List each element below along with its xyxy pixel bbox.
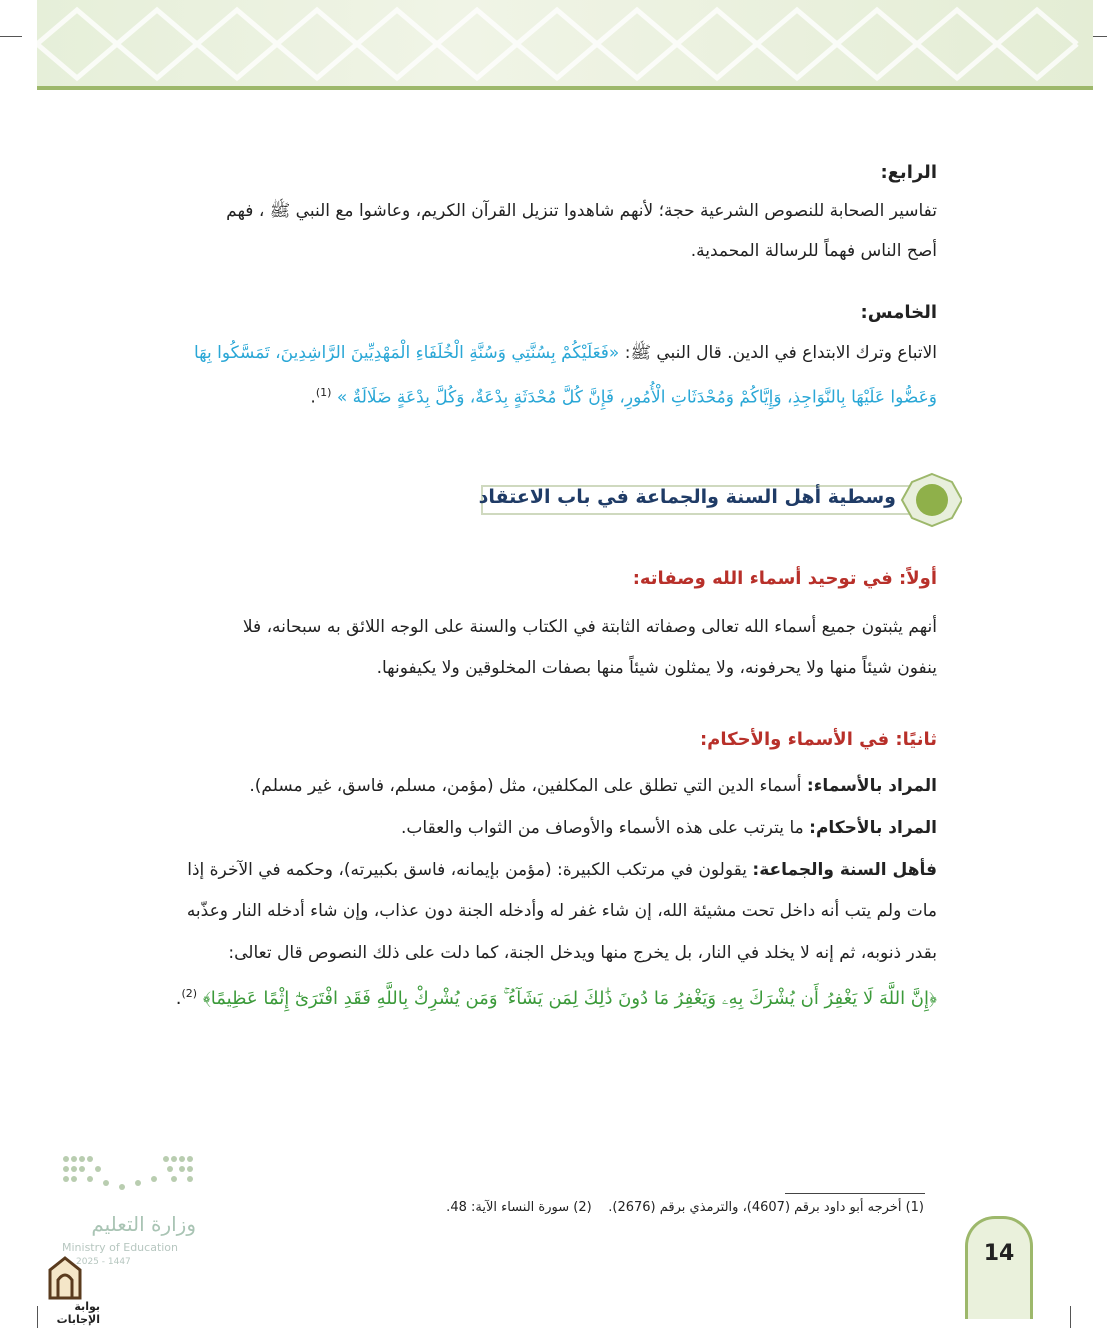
heading-rabi: الرابع: — [880, 162, 937, 183]
ministry-logo-dots — [62, 1155, 198, 1195]
crop-mark — [1070, 1306, 1071, 1328]
hadith-text: «فَعَلَيْكُمْ بِسُنَّتِي وَسُنَّةِ الْخُلَفَاءِ الْمَهْدِيِّينَ الرَّاشِدِينَ، تَمَسَّكُوا بِهَا — [194, 343, 620, 363]
hadith-intro: الاتباع وترك الابتداع في الدين. قال النبي ﷺ: — [619, 343, 937, 363]
paragraph-line — [137, 382, 937, 409]
portal-logo-icon — [44, 1256, 86, 1300]
heading-khamis-text: الخامس: — [860, 302, 937, 323]
paragraph-line — [137, 342, 937, 364]
period: . — [175, 988, 182, 1009]
term-text: ما يترتب على هذه الأسماء والأوصاف من الثواب والعقاب. — [400, 818, 810, 838]
term-text: يقولون في مرتكب الكبيرة: (مؤمن بإيمانه، فاسق بكبيرته)، وحكمه في الآخرة إذا — [187, 860, 753, 880]
term-label: فأهل السنة والجماعة: — [752, 860, 937, 880]
period: . — [310, 387, 316, 408]
section-bullet-icon — [916, 484, 948, 516]
footnotes — [384, 1200, 924, 1215]
footnote-2: (2) سورة النساء الآية: 48. — [446, 1200, 592, 1215]
ayah-line — [137, 983, 937, 1010]
pattern-decoration — [37, 0, 1093, 88]
hadith-text: وَعَضُّوا عَلَيْهَا بِالنَّوَاجِذِ، وَإِيَّاكُمْ وَمُحْدَثَاتِ الْأُمُورِ، فَإِنَّ كُلَّ مُحْدَثَةٍ بِدْعَةٌ، وَكُلَّ بِدْعَةٍ ضَلَالَةٌ » — [336, 387, 937, 408]
section-title-bar — [462, 472, 962, 528]
paragraph-line: تفاسير الصحابة للنصوص الشرعية حجة؛ لأنهم شاهدوا تنزيل القرآن الكريم، وعاشوا مع النبي ﷺ ، فهم — [226, 201, 937, 221]
ayah-text: ﴿إِنَّ اللَّهَ لَا يَغْفِرُ أَن يُشْرَكَ بِهِۦ وَيَغْفِرُ مَا دُونَ ذَٰلِكَ لِمَن يَشَآءُ ۚ وَمَن يُشْرِكْ بِاللَّهِ فَقَدِ افْتَرَىٰٓ إِثْمًا عَظِيمًا﴾ — [202, 988, 937, 1009]
ministry-name-ar: وزارة التعليم — [91, 1212, 196, 1236]
page-number: 14 — [983, 1241, 1015, 1266]
paragraph-line — [137, 775, 937, 797]
ministry-year: 2025 - 1447 — [76, 1257, 131, 1267]
paragraph-line: بقدر ذنوبه، ثم إنه لا يخلد في النار، بل يخرج منها ويدخل الجنة، كما دلت على ذلك النصوص قال تعالى: — [228, 943, 937, 963]
crop-mark — [0, 36, 22, 37]
ministry-logo-icon — [62, 1155, 198, 1195]
paragraph-line: أنهم يثبتون جميع أسماء الله تعالى وصفاته الثابتة في الكتاب والسنة على الوجه اللائق به سبحانه، فلا — [242, 617, 937, 637]
term-label: المراد بالأسماء: — [806, 776, 937, 796]
paragraph-line: أصح الناس فهماً للرسالة المحمدية. — [690, 241, 937, 261]
paragraph-line: ينفون شيئاً منها ولا يحرفونه، ولا يمثلون شيئاً منها بصفات المخلوقين ولا يكيفونها. — [376, 658, 937, 678]
portal-name: بوابة الإجابات — [56, 1300, 100, 1326]
page-number-box — [965, 1216, 1033, 1319]
section-title: وسطية أهل السنة والجماعة في باب الاعتقاد — [478, 486, 896, 508]
footnote-ref: (1) — [315, 386, 332, 399]
footnote-ref: (2) — [181, 987, 198, 1000]
heading-second: ثانيًا: في الأسماء والأحكام: — [699, 729, 937, 750]
paragraph-line — [137, 859, 937, 881]
term-text: أسماء الدين التي تطلق على المكلفين، مثل (مؤمن، مسلم، فاسق، غير مسلم). — [249, 776, 807, 796]
ministry-name-en: Ministry of Education — [62, 1241, 179, 1254]
footnote-rule — [785, 1193, 925, 1194]
term-label: المراد بالأحكام: — [809, 818, 937, 838]
heading-first: أولاً: في توحيد أسماء الله وصفاته: — [632, 568, 937, 589]
footnote-1: (1) أخرجه أبو داود برقم (4607)، والترمذي برقم (2676). — [608, 1200, 924, 1215]
heading-khamis — [137, 302, 937, 324]
paragraph-line: مات ولم يتب أنه داخل تحت مشيئة الله، إن شاء غفر له وأدخله الجنة دون عذاب، وإن شاء أدخله النار وعذّبه — [186, 901, 937, 921]
header-banner — [37, 0, 1093, 88]
banner-divider — [37, 86, 1093, 90]
paragraph-line — [137, 817, 937, 839]
